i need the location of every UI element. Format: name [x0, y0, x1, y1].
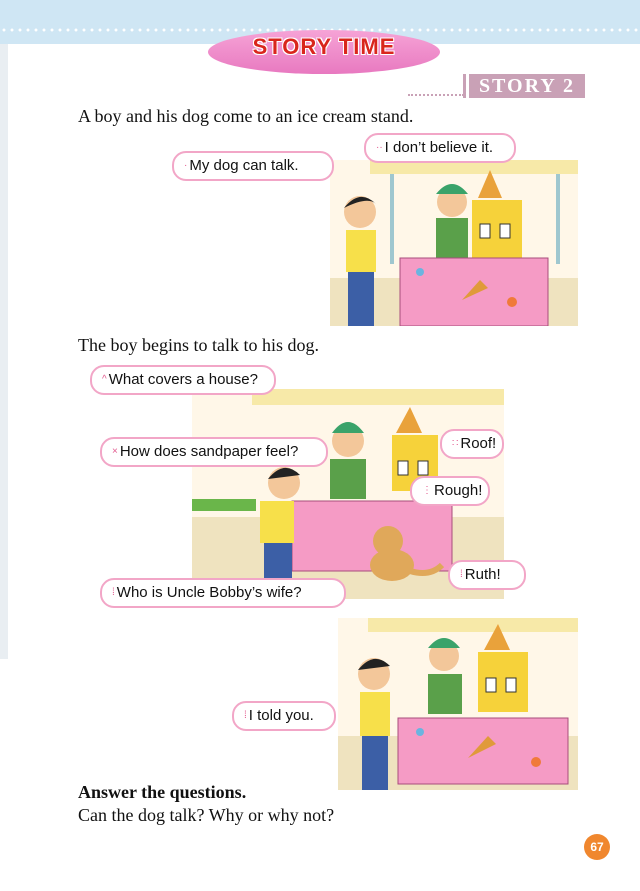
speech-bubble-9 [232, 701, 336, 731]
question-1: Can the dog talk? Why or why not? [78, 805, 335, 825]
bubble-text: How does sandpaper feel? [119, 443, 299, 460]
speech-bubble-6 [410, 476, 490, 506]
bubble-marker: ∷ [452, 438, 459, 449]
story-time-title [208, 24, 440, 76]
bubble-marker: ⋮ [422, 485, 432, 496]
speech-bubble-1 [172, 151, 334, 181]
speech-bubble-8 [448, 560, 526, 590]
panel-3-illustration [338, 618, 578, 790]
bubble-marker: ⁞ [244, 710, 247, 721]
speech-bubble-4 [100, 437, 328, 467]
bubble-text: What covers a house? [108, 371, 258, 388]
speech-bubble-7 [100, 578, 346, 608]
bubble-text: Who is Uncle Bobby’s wife? [116, 584, 302, 601]
speech-bubble-2 [364, 133, 516, 163]
bubble-marker: × [112, 446, 118, 457]
bubble-text: Roof! [460, 435, 497, 452]
bubble-text: Rough! [434, 482, 483, 499]
speech-bubble-5 [440, 429, 504, 459]
bubble-marker: ·· [376, 142, 383, 153]
story-label: STORY 2 [466, 74, 585, 98]
page-number-badge: 67 [584, 834, 610, 860]
bubble-text: I don’t believe it. [384, 139, 494, 156]
speech-bubble-3 [90, 365, 276, 395]
bubble-text: I told you. [248, 707, 314, 724]
paragraph-2: The boy begins to talk to his dog. [78, 335, 319, 355]
story-label-dash [408, 94, 464, 96]
bubble-marker: ⁞ [112, 587, 115, 598]
questions-heading: Answer the questions. [78, 782, 247, 802]
bubble-text: Ruth! [464, 566, 501, 583]
left-margin-bar [0, 44, 8, 659]
bubble-marker: ⁞ [460, 569, 463, 580]
panel-1-illustration [330, 160, 578, 326]
bubble-text: My dog can talk. [189, 157, 299, 174]
bubble-marker: ^ [102, 374, 107, 385]
bubble-marker: · [184, 160, 188, 171]
page-title: STORY TIME [252, 34, 396, 59]
paragraph-1: A boy and his dog come to an ice cream stand. [78, 106, 414, 126]
